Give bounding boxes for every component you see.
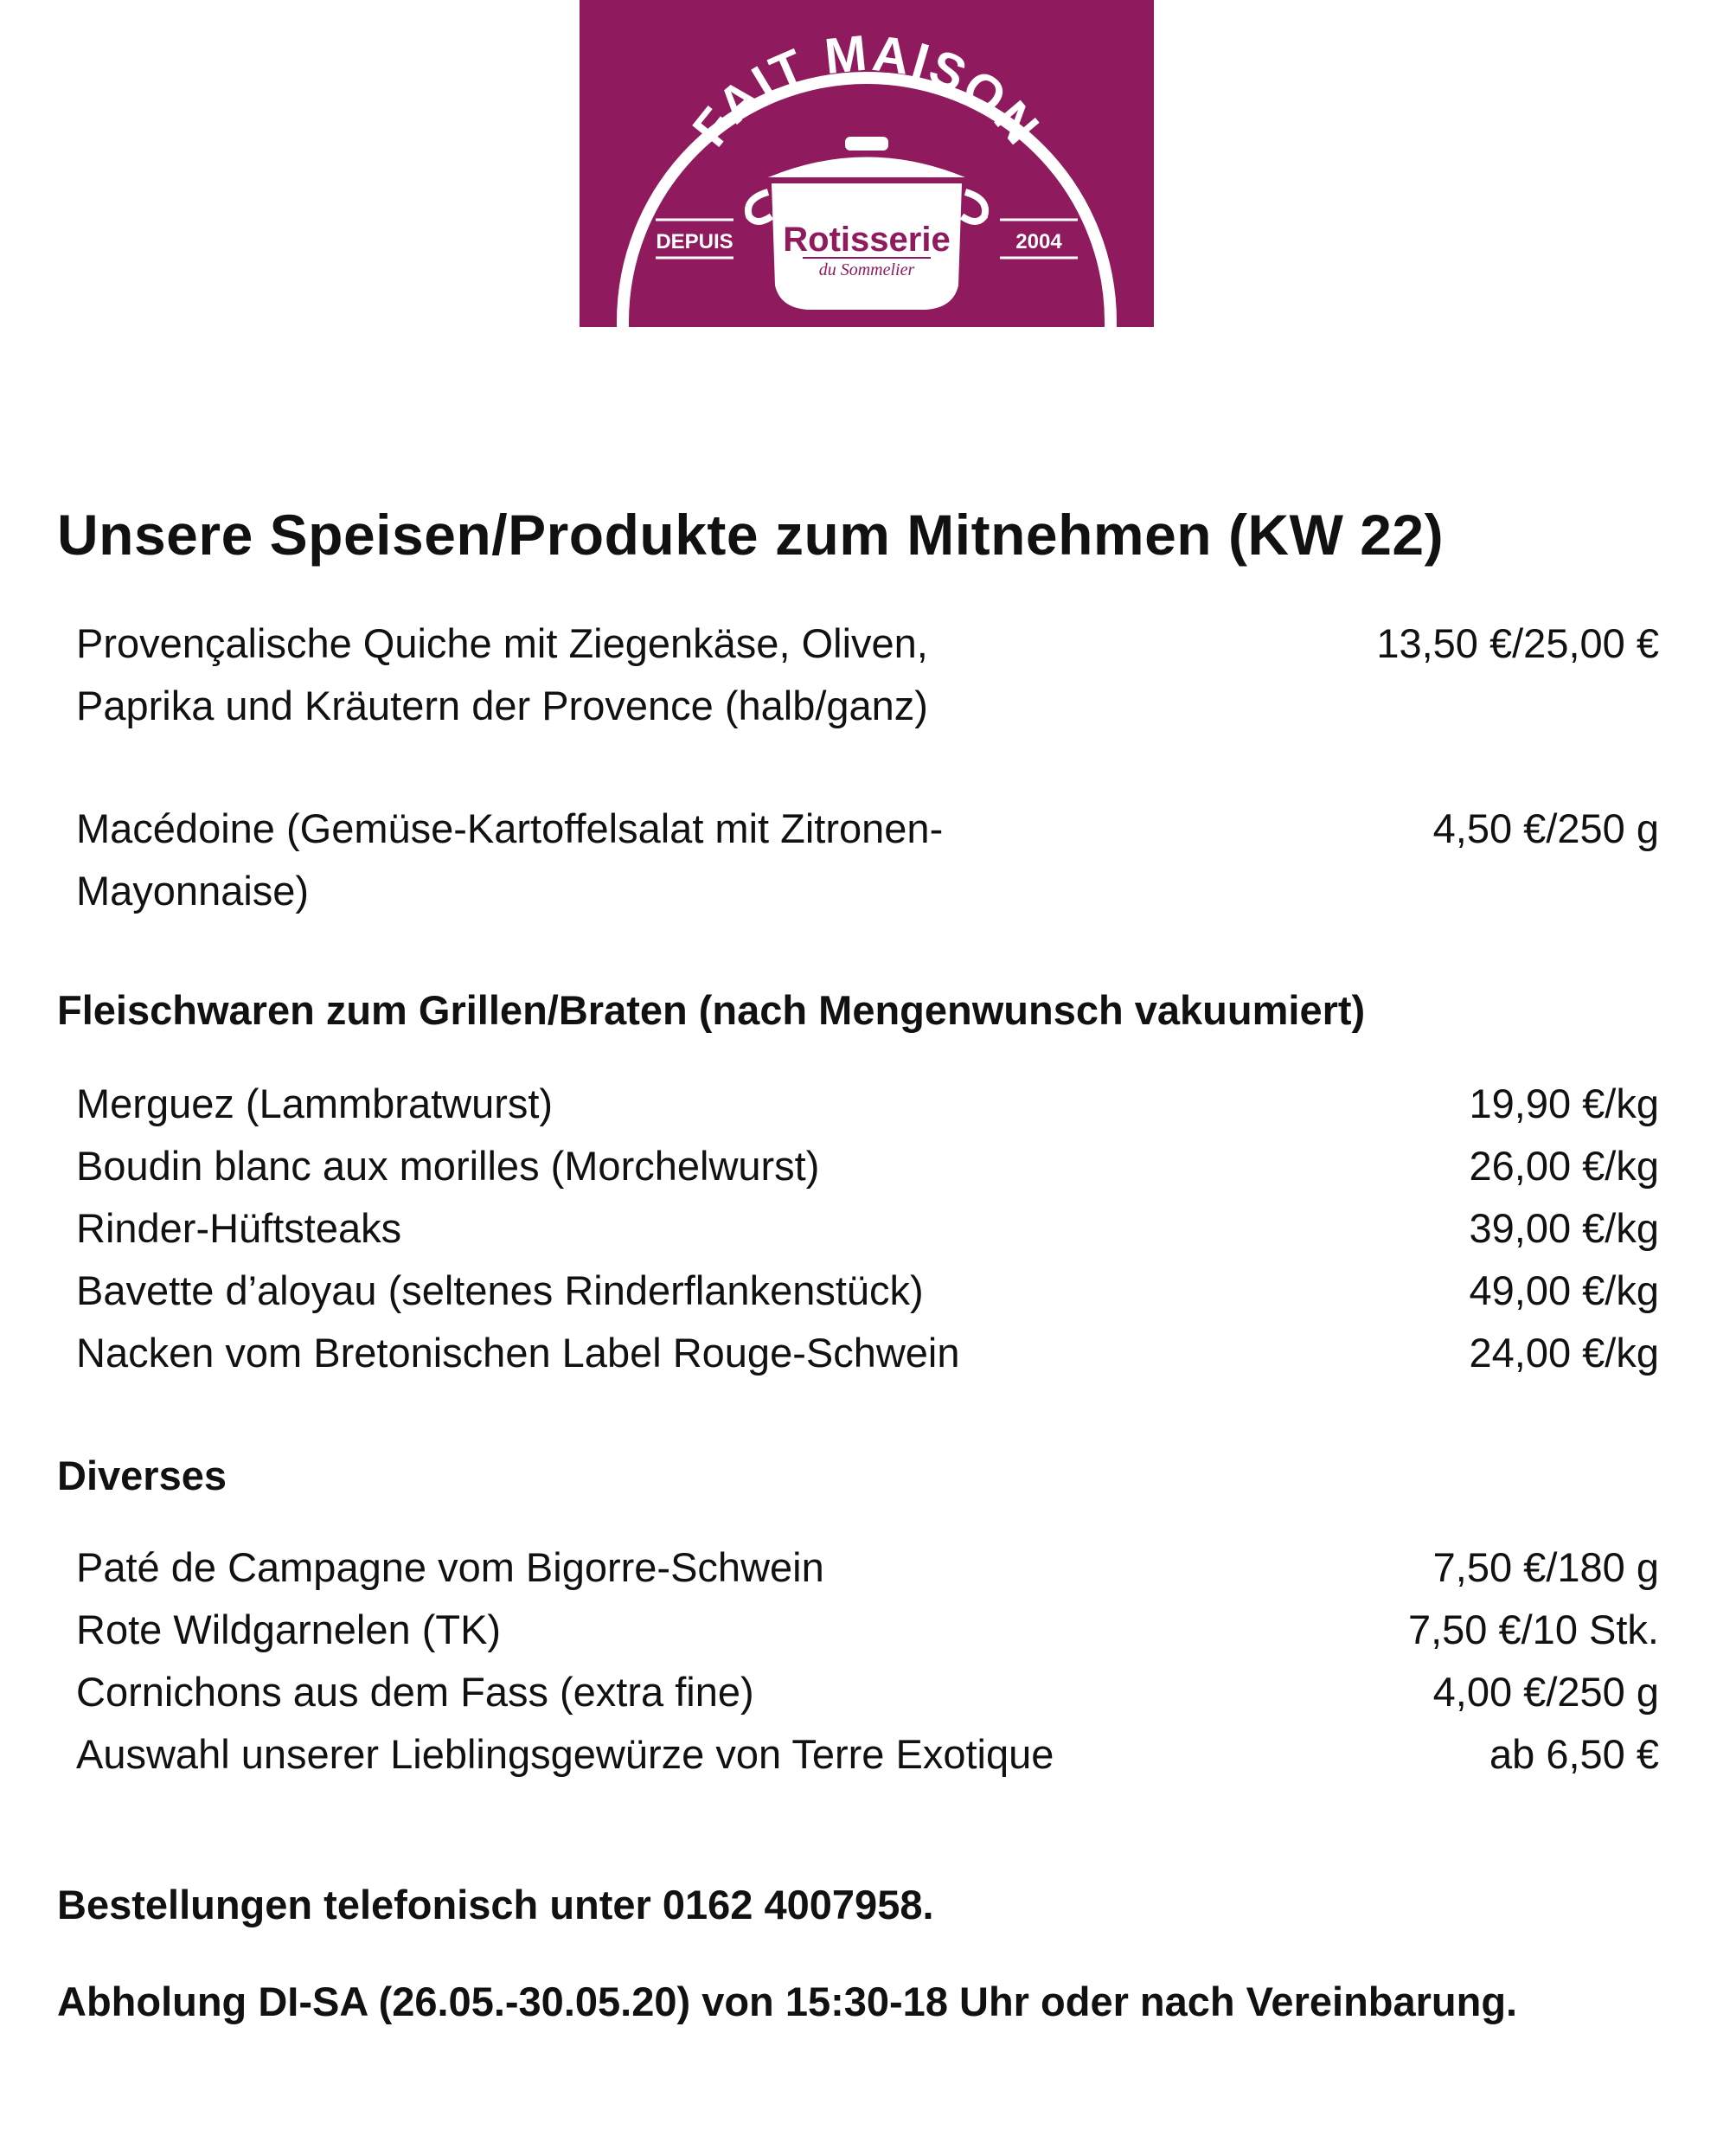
logo-subtitle-text: du Sommelier — [818, 260, 915, 279]
item-name: Auswahl unserer Lieblingsgewürze von Terre Exotique — [76, 1731, 1054, 1777]
order-phone-text: Bestellungen telefonisch unter 0162 4007958. — [57, 1882, 934, 1927]
item-price: 26,00 €/kg — [1469, 1143, 1659, 1189]
item-name: Nacken vom Bretonischen Label Rouge-Schwein — [76, 1330, 960, 1376]
item-price: ab 6,50 € — [1489, 1731, 1659, 1777]
pickup-info-text: Abholung DI-SA (26.05.-30.05.20) von 15:30-18 Uhr oder nach Vereinbarung. — [57, 1979, 1518, 2024]
logo-graphic — [580, 0, 1154, 327]
fait-maison-logo — [580, 0, 1154, 327]
logo-arc-text: FAIT MAISON — [682, 24, 1052, 157]
item-price: 4,00 €/250 g — [1432, 1669, 1659, 1715]
item-name: Merguez (Lammbratwurst) — [76, 1081, 554, 1126]
logo-name-text: Rotisserie — [783, 221, 951, 259]
section-heading-misc: Diverses — [57, 1453, 227, 1498]
logo-depuis-text: DEPUIS — [656, 230, 733, 253]
page-title: Unsere Speisen/Produkte zum Mitnehmen (KW 22) — [57, 503, 1445, 567]
item-name: Rote Wildgarnelen (TK) — [76, 1607, 502, 1652]
section-heading-meat: Fleischwaren zum Grillen/Braten (nach Mengenwunsch vakuumiert) — [57, 987, 1366, 1033]
item-price: 7,50 €/180 g — [1432, 1544, 1659, 1590]
item-price: 39,00 €/kg — [1469, 1205, 1659, 1251]
item-price: 19,90 €/kg — [1469, 1081, 1659, 1126]
item-name: Provençalische Quiche mit Ziegenkäse, Oliven, Paprika und Kräutern der Provence (halb/ganz) — [76, 620, 928, 728]
logo-year-text: 2004 — [1015, 230, 1062, 253]
item-price: 13,50 €/25,00 € — [1376, 620, 1659, 666]
item-name: Macédoine (Gemüse-Kartoffelsalat mit Zitronen- Mayonnaise) — [76, 805, 944, 914]
item-price: 7,50 €/10 Stk. — [1407, 1607, 1659, 1652]
item-name: Boudin blanc aux morilles (Morchelwurst) — [76, 1143, 820, 1189]
item-price: 4,50 €/250 g — [1432, 805, 1659, 851]
item-name: Paté de Campagne vom Bigorre-Schwein — [76, 1544, 824, 1590]
item-price: 49,00 €/kg — [1469, 1267, 1659, 1313]
item-name: Cornichons aus dem Fass (extra fine) — [76, 1669, 754, 1715]
item-name: Rinder-Hüftsteaks — [76, 1205, 402, 1251]
item-name: Bavette d’aloyau (seltenes Rinderflankenstück) — [76, 1267, 924, 1313]
item-price: 24,00 €/kg — [1469, 1330, 1659, 1376]
pot-lid-handle — [845, 137, 888, 151]
